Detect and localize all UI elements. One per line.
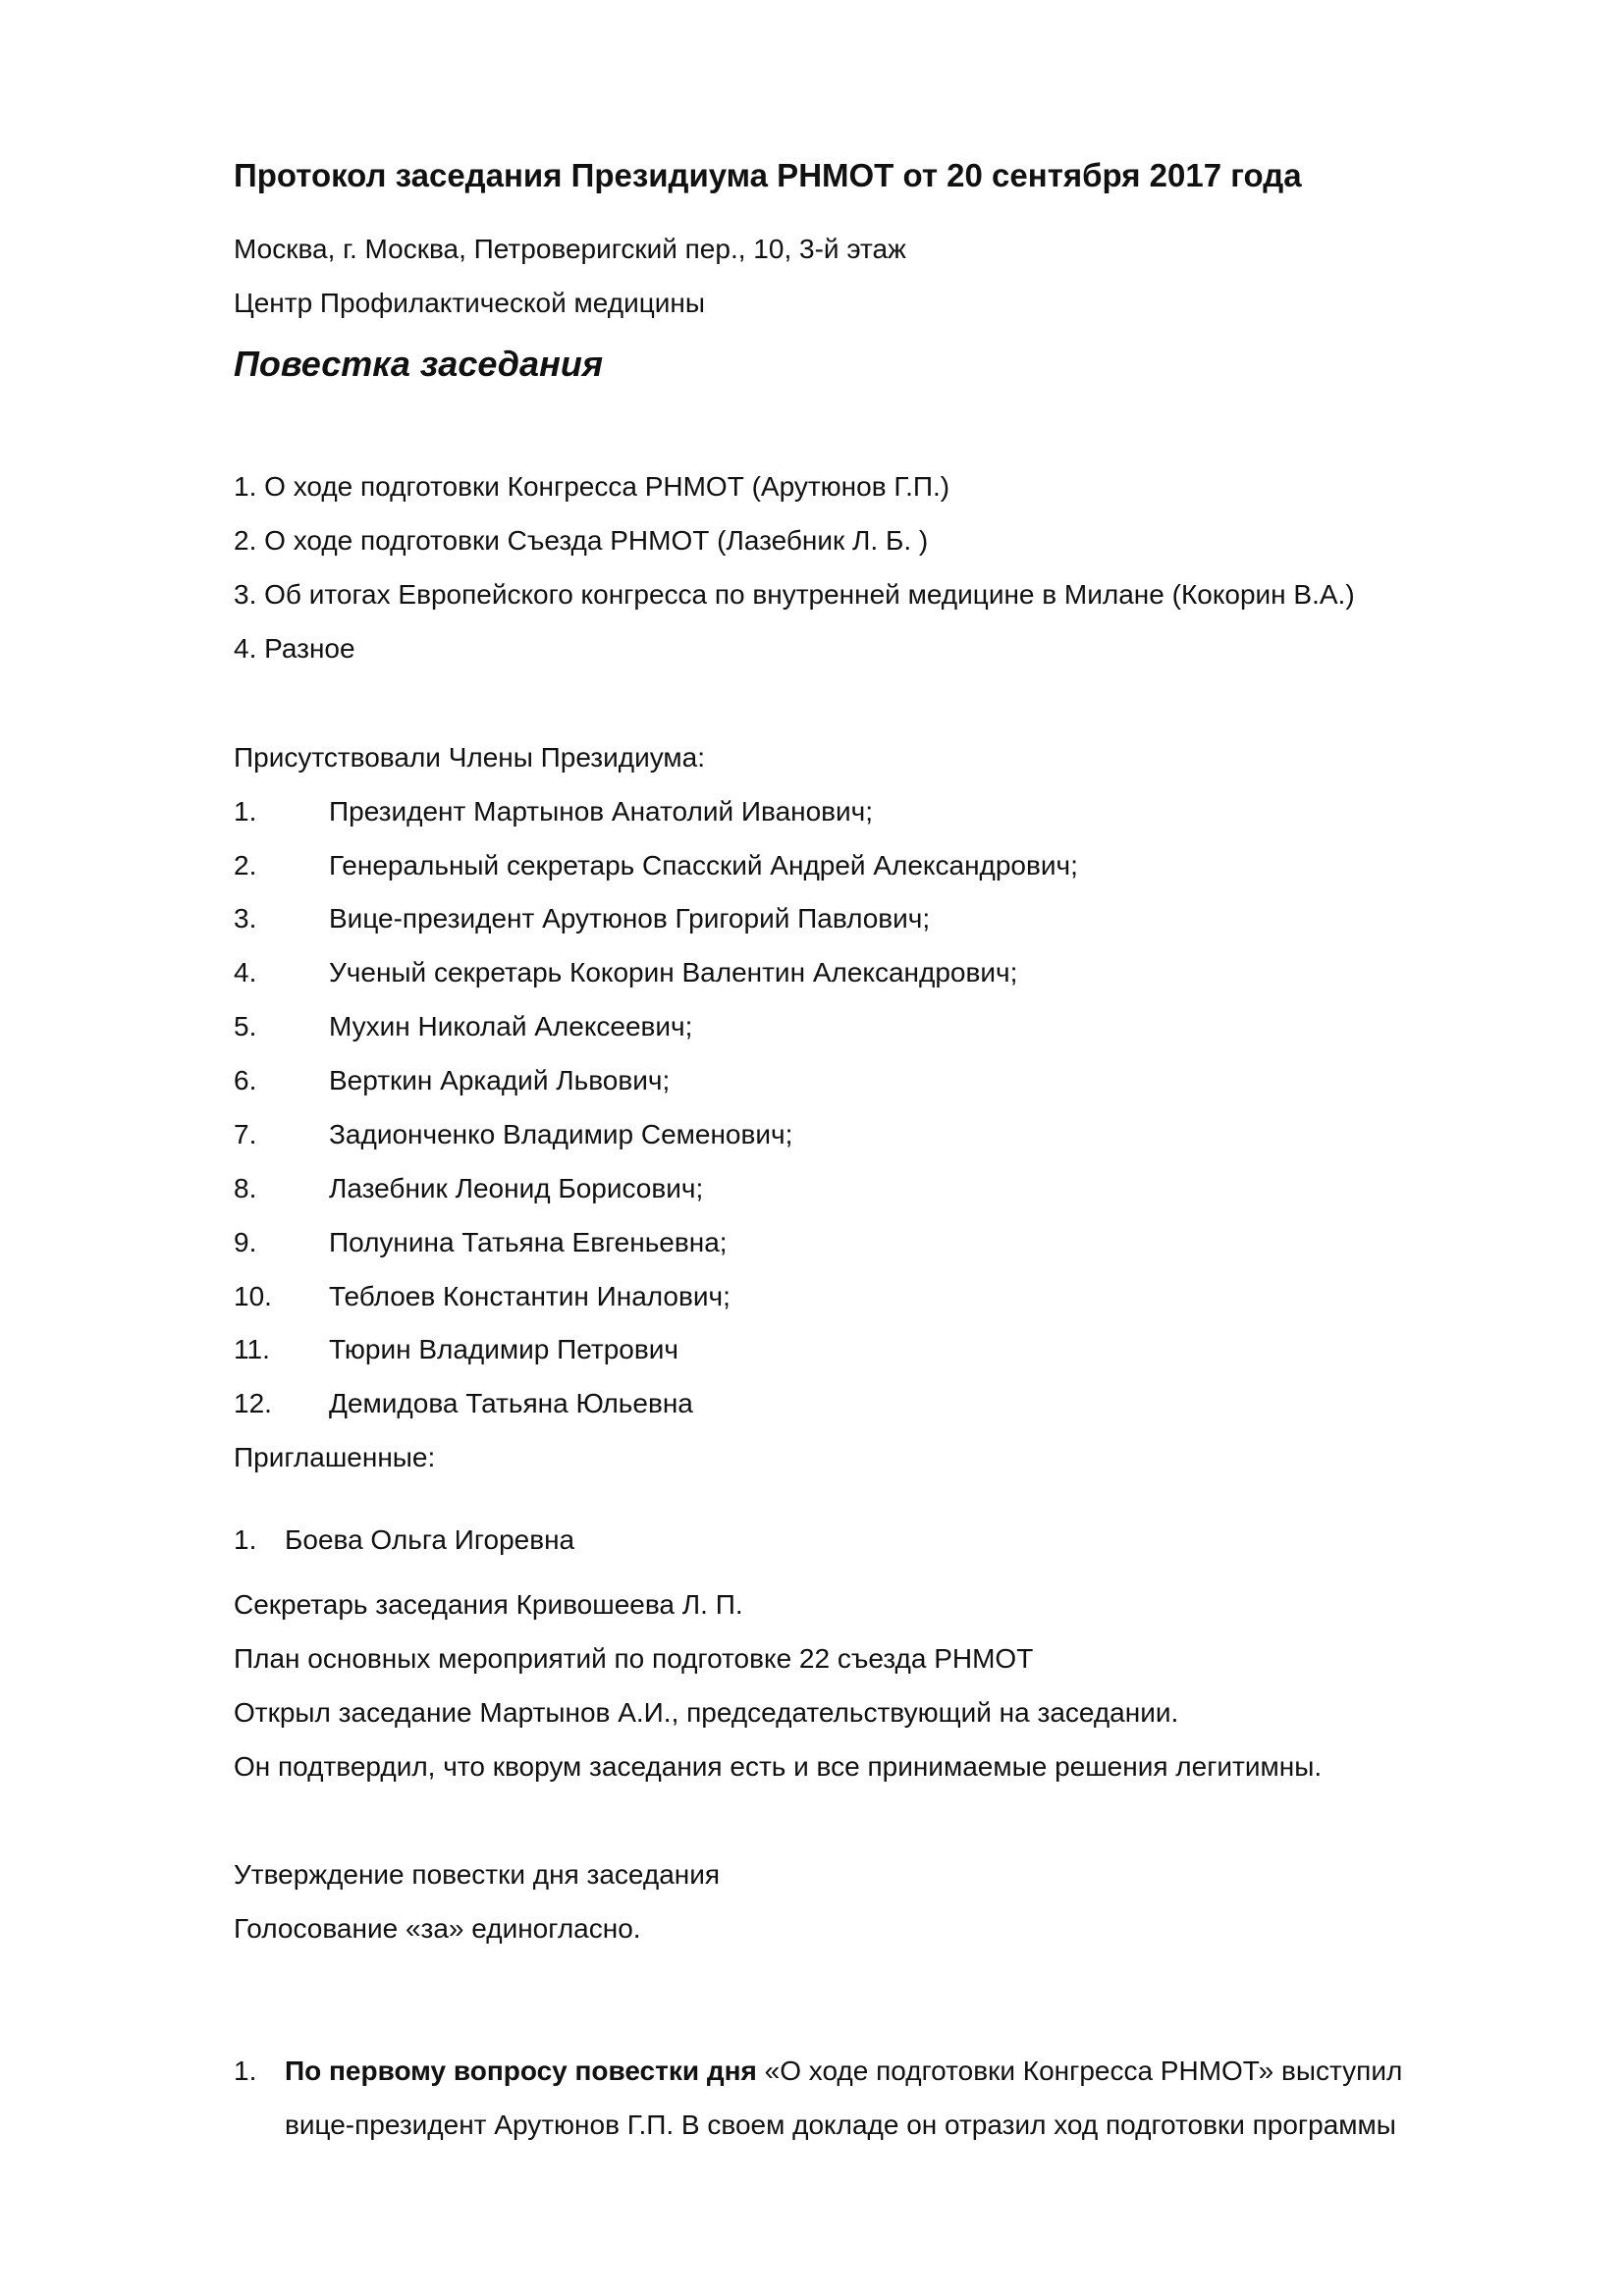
attendee-name: Полунина Татьяна Евгеньевна; bbox=[329, 1227, 728, 1257]
agenda-item: 3. Об итогах Европейского конгресса по внутренней медицине в Милане (Кокорин В.А.) bbox=[234, 579, 1355, 610]
attendee-name: Генеральный секретарь Спасский Андрей Александрович; bbox=[329, 850, 1078, 881]
item-number: 1. bbox=[234, 2056, 257, 2086]
meeting-venue: Центр Профилактической медицины bbox=[234, 288, 705, 318]
attendee-name: Теблоев Константин Иналович; bbox=[329, 1281, 731, 1311]
attendee-number: 11. bbox=[234, 1334, 270, 1364]
attendee-name: Задионченко Владимир Семенович; bbox=[329, 1119, 793, 1149]
attendee-name: Верткин Аркадий Львович; bbox=[329, 1065, 671, 1095]
attendee-number: 7. bbox=[234, 1119, 257, 1149]
attendee-number: 9. bbox=[234, 1227, 257, 1257]
opening-paragraph: Открыл заседание Мартынов А.И., председательствующий на заседании. bbox=[234, 1697, 1179, 1728]
invited-name: Боева Ольга Игоревна bbox=[285, 1524, 575, 1555]
vote-result: Голосование «за» единогласно. bbox=[234, 1913, 641, 1944]
attendee-number: 5. bbox=[234, 1011, 257, 1041]
agenda-approval: Утверждение повестки дня заседания bbox=[234, 1859, 721, 1890]
attendees-heading: Присутствовали Члены Президиума: bbox=[234, 742, 706, 773]
agenda-item: 1. О ходе подготовки Конгресса РНМОТ (Арутюнов Г.П.) bbox=[234, 471, 950, 502]
attendee-number: 8. bbox=[234, 1173, 257, 1203]
attendee-number: 3. bbox=[234, 903, 257, 934]
invited-heading: Приглашенные: bbox=[234, 1442, 436, 1472]
agenda-item: 4. Разное bbox=[234, 633, 355, 664]
attendee-number: 10. bbox=[234, 1281, 272, 1311]
attendee-name: Тюрин Владимир Петрович bbox=[329, 1334, 678, 1364]
quorum-paragraph: Он подтвердил, что кворум заседания есть и все принимаемые решения легитимны. bbox=[234, 1751, 1323, 1782]
page-title: Протокол заседания Президиума РНМОТ от 20 сентября 2017 года bbox=[234, 157, 1302, 193]
item-line-1 bbox=[285, 2054, 1402, 2089]
attendee-number: 12. bbox=[234, 1388, 272, 1418]
attendee-name: Мухин Николай Алексеевич; bbox=[329, 1011, 693, 1041]
item-line-2: вице-президент Арутюнов Г.П. В своем докладе он отразил ход подготовки программы bbox=[285, 2109, 1396, 2140]
attendee-name: Лазебник Леонид Борисович; bbox=[329, 1173, 704, 1203]
attendee-number: 6. bbox=[234, 1065, 257, 1095]
attendee-name: Демидова Татьяна Юльевна bbox=[329, 1388, 693, 1418]
agenda-heading: Повестка заседания bbox=[234, 344, 604, 384]
meeting-secretary: Секретарь заседания Кривошеева Л. П. bbox=[234, 1589, 743, 1620]
item-bold-lead: По первому вопросу повестки дня bbox=[285, 2056, 757, 2086]
attendee-name: Президент Мартынов Анатолий Иванович; bbox=[329, 796, 874, 827]
item-line-1-rest: «О ходе подготовки Конгресса РНМОТ» выступил bbox=[756, 2056, 1403, 2086]
attendee-name: Вице-президент Арутюнов Григорий Павлович; bbox=[329, 903, 931, 934]
attendee-name: Ученый секретарь Кокорин Валентин Александрович; bbox=[329, 957, 1018, 988]
attendee-number: 2. bbox=[234, 850, 257, 881]
agenda-item: 2. О ходе подготовки Съезда РНМОТ (Лазебник Л. Б. ) bbox=[234, 525, 929, 556]
attendee-number: 1. bbox=[234, 796, 257, 827]
attendee-number: 4. bbox=[234, 957, 257, 988]
plan-paragraph: План основных мероприятий по подготовке 22 съезда РНМОТ bbox=[234, 1643, 1034, 1674]
meeting-address: Москва, г. Москва, Петроверигский пер., 10, 3-й этаж bbox=[234, 234, 906, 264]
invited-number: 1. bbox=[234, 1524, 257, 1555]
